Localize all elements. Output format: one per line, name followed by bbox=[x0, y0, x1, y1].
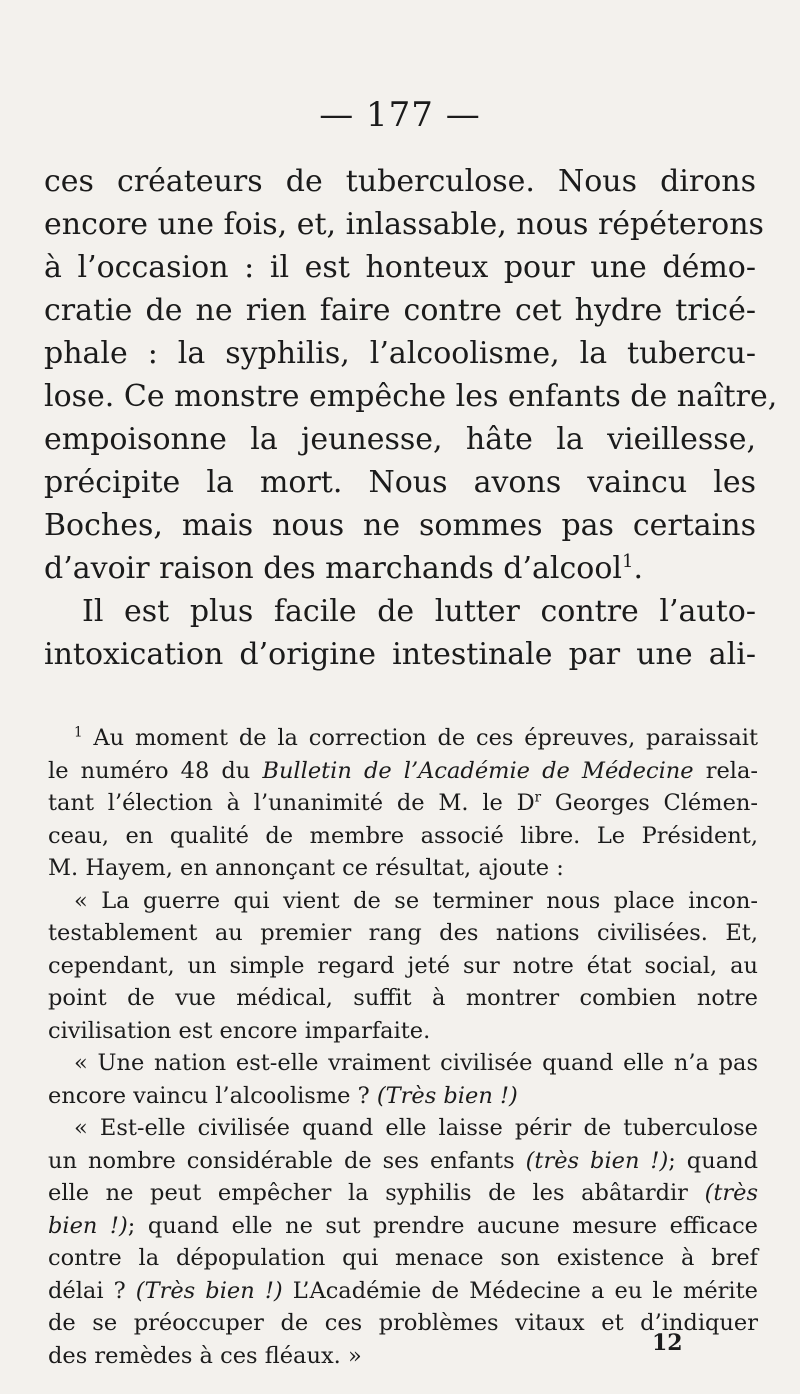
footnote-marker: 1 bbox=[74, 724, 83, 741]
footnote-line: point de vue médical, suffit à montrer combien notre bbox=[48, 985, 758, 1011]
footnote-line bbox=[48, 787, 758, 820]
text-line: phale : la syphilis, l’alcoolisme, la tubercu- bbox=[44, 336, 756, 371]
text-fragment: (très bien !) bbox=[525, 1147, 669, 1174]
text-fragment: rela- bbox=[693, 757, 758, 784]
text-fragment: elle ne peut empêcher la syphilis de les abâtardir bbox=[48, 1180, 705, 1206]
text-line: à l’occasion : il est honteux pour une démo- bbox=[44, 250, 756, 285]
footnote-line bbox=[48, 722, 758, 755]
text-fragment: Au moment de la correction de ces épreuves, paraissait bbox=[93, 725, 758, 751]
text-fragment: (Très bien !) bbox=[135, 1277, 283, 1304]
text-fragment: délai ? bbox=[48, 1277, 136, 1304]
footnote-line bbox=[48, 1177, 758, 1210]
text-fragment: d’avoir raison des marchands d’alcool bbox=[44, 551, 623, 586]
text-fragment: bien !) bbox=[48, 1212, 128, 1239]
footnote-line: testablement au premier rang des nations civilisées. Et, bbox=[48, 920, 758, 946]
text-line bbox=[44, 547, 756, 590]
footnote-reference[interactable]: 1 bbox=[622, 551, 634, 572]
text-fragment: ; quand elle ne sut prendre aucune mesure efficace bbox=[127, 1212, 758, 1239]
text-fragment: (très bbox=[704, 1180, 758, 1206]
footnote-line bbox=[48, 1275, 758, 1308]
footnote bbox=[48, 722, 758, 1372]
text-line: encore une fois, et, inlassable, nous répéterons bbox=[44, 207, 764, 242]
text-line: Boches, mais nous ne sommes pas certains bbox=[44, 508, 756, 543]
footnote-line: ceau, en qualité de membre associé libre. Le Président, bbox=[48, 822, 758, 849]
footnote-line: « Est-elle civilisée quand elle laisse périr de tuberculose bbox=[74, 1115, 758, 1141]
text-fragment: le numéro 48 du bbox=[48, 757, 263, 784]
page-number: — 177 — bbox=[319, 95, 481, 135]
text-fragment: . bbox=[633, 551, 644, 586]
footnote-line: contre la dépopulation qui menace son existence à bref bbox=[48, 1245, 758, 1271]
footnote-line: cependant, un simple regard jeté sur notre état social, au bbox=[48, 952, 758, 979]
footnote-line: M. Hayem, en annonçant ce résultat, ajoute : bbox=[48, 855, 564, 881]
text-line: lose. Ce monstre empêche les enfants de naître, bbox=[44, 379, 778, 414]
footnote-line bbox=[48, 1080, 758, 1113]
text-line: précipite la mort. Nous avons vaincu les bbox=[44, 465, 756, 500]
footnote-line: « La guerre qui vient de se terminer nous place incon- bbox=[74, 887, 758, 914]
text-fragment: (Très bien !) bbox=[376, 1082, 518, 1109]
text-fragment: L’Académie de Médecine a eu le mérite bbox=[282, 1277, 758, 1304]
footnote-line: « Une nation est-elle vraiment civilisée quand elle n’a pas bbox=[74, 1050, 758, 1076]
text-fragment: Georges Clémen- bbox=[541, 790, 758, 816]
text-fragment: tant l’élection à l’unanimité de M. le D bbox=[48, 790, 535, 816]
text-line: ces créateurs de tuberculose. Nous dirons bbox=[44, 164, 756, 199]
main-text bbox=[44, 160, 778, 676]
text-line: empoisonne la jeunesse, hâte la vieillesse, bbox=[44, 422, 756, 457]
text-fragment: un nombre considérable de ses enfants bbox=[48, 1147, 526, 1174]
text-fragment: encore vaincu l’alcoolisme ? bbox=[48, 1082, 377, 1109]
text-line: Il est plus facile de lutter contre l’auto- bbox=[82, 594, 756, 629]
text-line: intoxication d’origine intestinale par une ali- bbox=[44, 637, 756, 672]
journal-title: Bulletin de l’Académie de Médecine bbox=[262, 757, 694, 784]
footnote-line bbox=[48, 755, 758, 788]
footnote-line: des remèdes à ces fléaux. » bbox=[48, 1342, 362, 1369]
text-line: cratie de ne rien faire contre cet hydre tricé- bbox=[44, 293, 756, 328]
footnote-line bbox=[48, 1145, 758, 1178]
footnote-line: civilisation est encore imparfaite. bbox=[48, 1017, 431, 1044]
signature-mark: 12 bbox=[652, 1330, 683, 1356]
text-fragment: ; quand bbox=[668, 1147, 759, 1174]
superscript: r bbox=[534, 789, 542, 806]
footnote-line bbox=[48, 1210, 758, 1243]
footnote-line: de se préoccuper de ces problèmes vitaux et d’indiquer bbox=[48, 1310, 758, 1336]
